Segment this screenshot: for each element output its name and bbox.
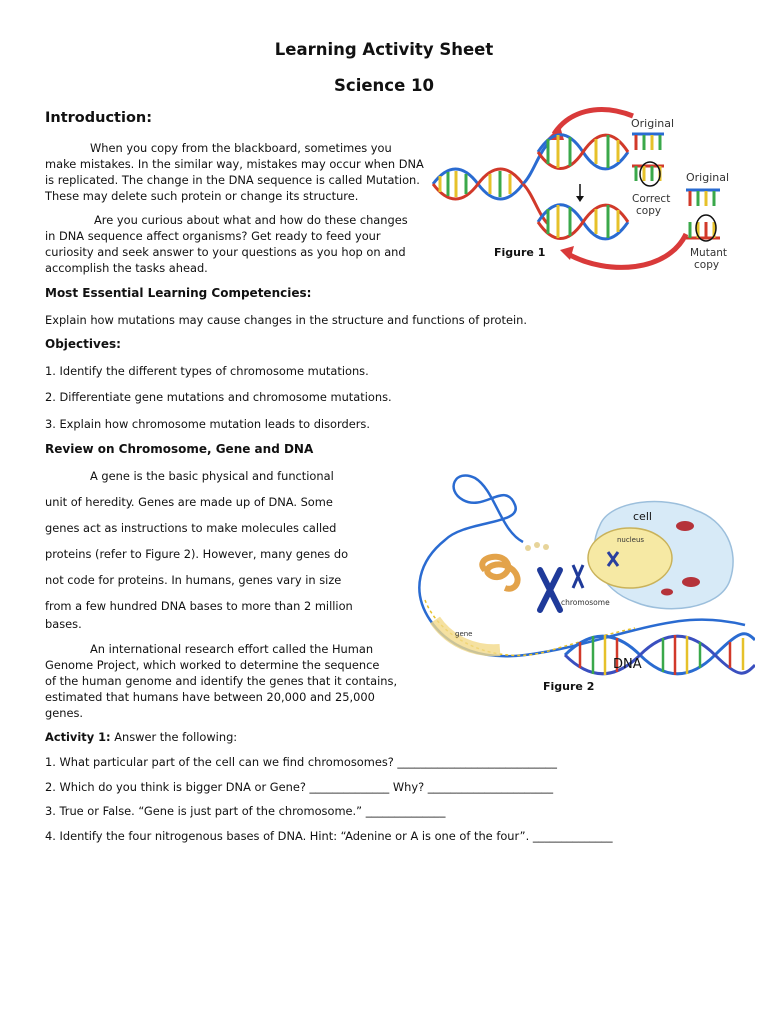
intro-line: in DNA sequence affect organisms? Get ready to feed your: [45, 229, 381, 243]
original-bottom-label: Original: [686, 171, 730, 184]
correct-copy-label: Correct: [632, 193, 671, 205]
activity-question: 3. True or False. “Gene is just part of the chromosome.” ______________: [45, 804, 446, 818]
activity-question: 1. What particular part of the cell can we find chromosomes? ____________________________: [45, 755, 557, 769]
review-line: from a few hundred DNA bases to more than 2 million: [45, 599, 353, 613]
mitochondrion-icon: [682, 577, 700, 587]
review-heading: Review on Chromosome, Gene and DNA: [45, 442, 314, 456]
chromosome-icon: [540, 570, 560, 610]
review-line: unit of heredity. Genes are made up of DNA. Some: [45, 495, 333, 509]
figure-2-cell-chromosome-dna-illustration: [405, 470, 755, 690]
objective-item: 3. Explain how chromosome mutation leads to disorders.: [45, 417, 370, 431]
objective-item: 1. Identify the different types of chromosome mutations.: [45, 364, 369, 378]
activity-heading: Activity 1:: [45, 730, 111, 744]
review-line: A gene is the basic physical and functional: [90, 469, 334, 483]
cell-label: cell: [633, 510, 652, 523]
svg-text:copy: copy: [694, 259, 720, 271]
review-line: Genome Project, which worked to determine the sequence: [45, 658, 380, 672]
activity-question: 4. Identify the four nitrogenous bases of DNA. Hint: “Adenine or A is one of the four”. ______________: [45, 829, 613, 843]
original-top-label: Original: [631, 117, 675, 130]
correct-copy-key: [631, 117, 674, 217]
review-line: bases.: [45, 617, 82, 631]
review-line: not code for proteins. In humans, genes vary in size: [45, 573, 342, 587]
red-arrow-top: [554, 110, 633, 134]
activity-heading-line: [45, 730, 237, 744]
dna-label: DNA: [613, 657, 642, 672]
intro-line: is replicated. The change in the DNA sequence is called Mutation.: [45, 173, 420, 187]
gene-label: gene: [455, 630, 473, 638]
objective-item: 2. Differentiate gene mutations and chromosome mutations.: [45, 390, 392, 404]
mutant-copy-label: Mutant: [690, 247, 728, 259]
figure-2-label: Figure 2: [543, 680, 595, 693]
small-chromosome-icon: [573, 565, 583, 588]
daughter-helix-bottom: [538, 205, 628, 239]
review-line: genes.: [45, 706, 84, 720]
activity-instruction: Answer the following:: [110, 730, 238, 744]
svg-text:copy: copy: [636, 205, 662, 217]
review-paragraph-2: [45, 641, 397, 721]
review-line: An international research effort called the Human: [90, 642, 374, 656]
objectives-heading: Objectives:: [45, 337, 121, 351]
mitochondrion-icon: [676, 521, 694, 531]
review-line: proteins (refer to Figure 2). However, many genes do: [45, 547, 349, 561]
figure-1-dna-replication-illustration: [428, 104, 738, 280]
introduction-heading: Introduction:: [45, 110, 153, 126]
page-title: Learning Activity Sheet: [274, 40, 494, 59]
chromosome-label: chromosome: [561, 598, 610, 607]
intro-line: curiosity and seek answer to your questions as you hop on and: [45, 245, 406, 259]
mitochondrion-icon: [661, 589, 673, 596]
review-line: estimated that humans have between 20,000 and 25,000: [45, 690, 375, 704]
parent-helix: [433, 169, 523, 199]
review-line: of the human genome and identify the genes that it contains,: [45, 674, 398, 688]
competency-text: Explain how mutations may cause changes in the structure and functions of protein.: [45, 313, 527, 327]
intro-paragraph-1: [45, 140, 424, 204]
page-subtitle: Science 10: [334, 76, 434, 95]
red-arrow-bottom: [568, 234, 686, 267]
competencies-heading: Most Essential Learning Competencies:: [45, 286, 312, 300]
intro-line: make mistakes. In the similar way, mistakes may occur when DNA: [45, 157, 424, 171]
intro-paragraph-2: [45, 212, 408, 276]
intro-line: These may delete such protein or change its structure.: [45, 189, 359, 203]
mutant-copy-key: [686, 171, 729, 271]
dna-double-helix: [565, 634, 755, 675]
intro-line: Are you curious about what and how do these changes: [94, 213, 408, 227]
figure-1-label: Figure 1: [494, 246, 546, 259]
review-line: genes act as instructions to make molecules called: [45, 521, 337, 535]
intro-line: accomplish the tasks ahead.: [45, 261, 208, 275]
coiled-chromatin: [482, 557, 517, 589]
intro-line: When you copy from the blackboard, sometimes you: [90, 141, 392, 155]
activity-question: 2. Which do you think is bigger DNA or Gene? ______________ Why? ______________________: [45, 780, 554, 794]
nucleus-label: nucleus: [617, 536, 645, 544]
